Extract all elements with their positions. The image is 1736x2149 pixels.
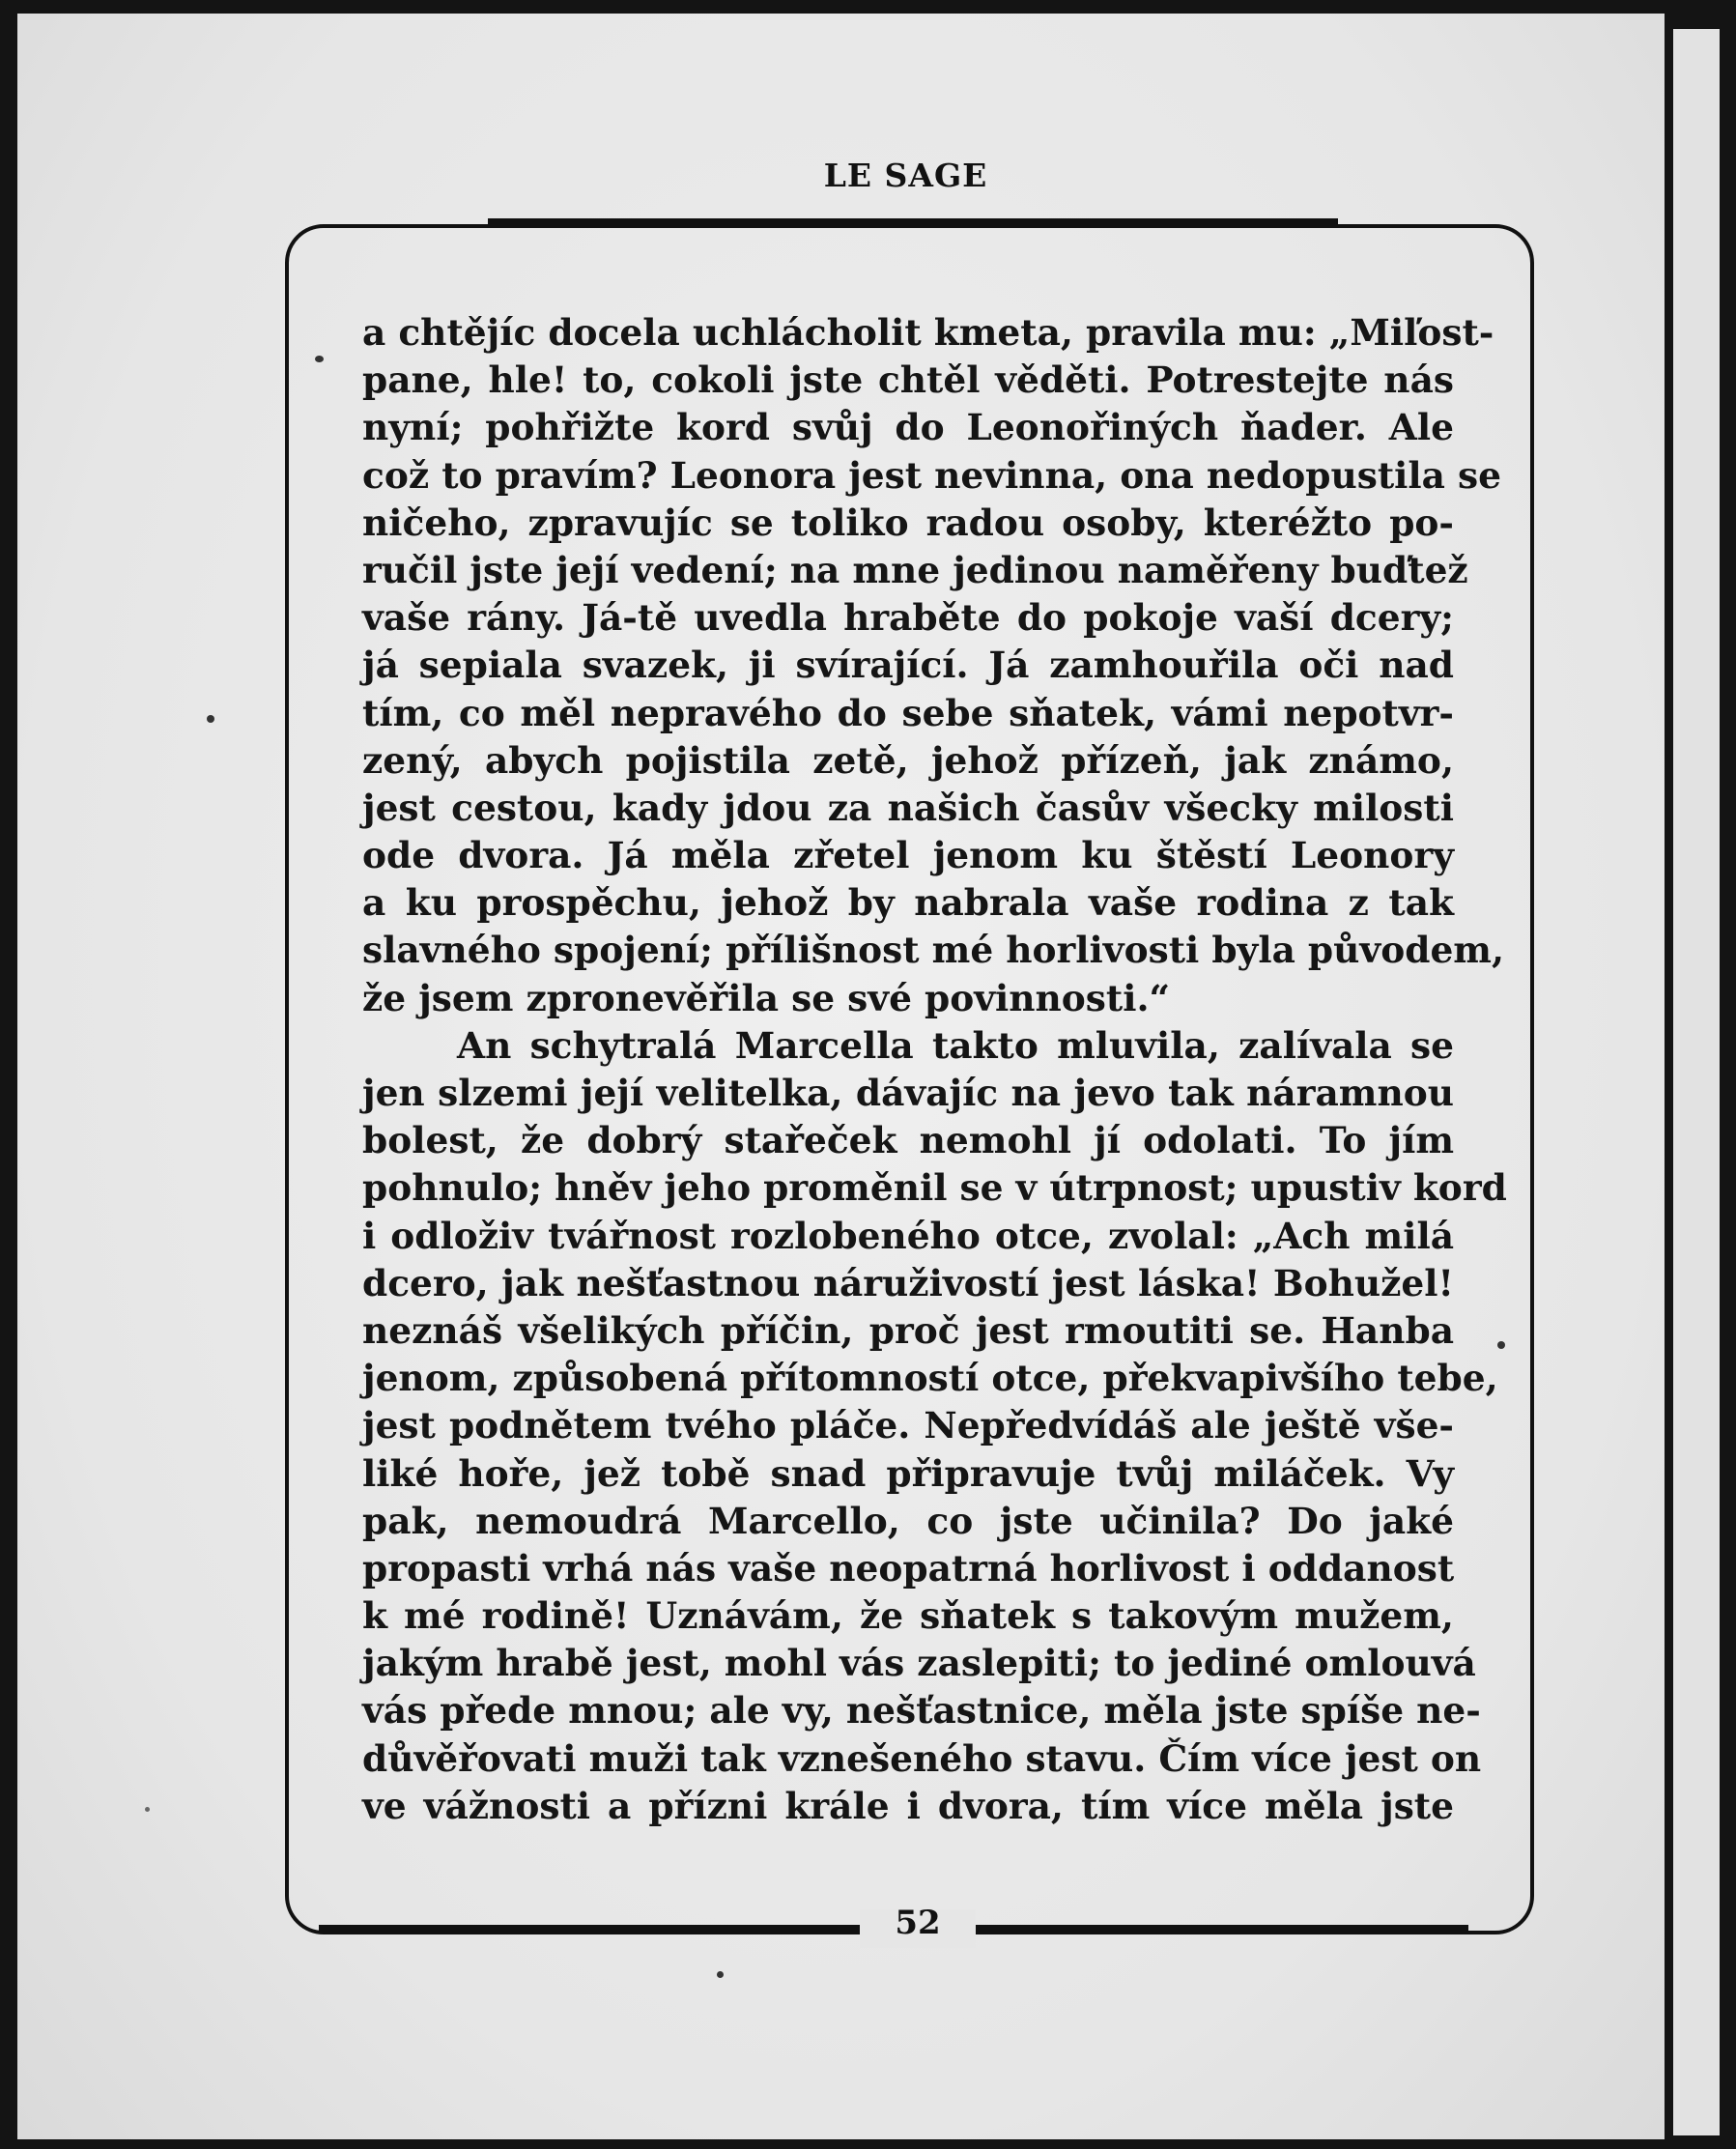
text-line: vaše rány. Já-tě uvedla hraběte do pokoje vaší dcery; (362, 596, 1454, 640)
text-line: jakým hrabě jest, mohl vás zaslepiti; to jediné omlouvá (362, 1642, 1476, 1685)
text-line: jest cestou, kady jdou za našich časův všecky milosti (362, 786, 1454, 829)
running-header: LE SAGE (823, 157, 988, 194)
text-line: propasti vrhá nás vaše neopatrná horlivost i oddanost (362, 1546, 1455, 1590)
text-line: jen slzemi její velitelka, dávajíc na jevo tak náramnou (362, 1072, 1454, 1114)
frame-bottom-rule-left (319, 1925, 860, 1931)
text-line: ode dvora. Já měla zřetel jenom ku štěstí Leonory (362, 834, 1454, 877)
text-line: ničeho, zpravujíc se toliko radou osoby, kteréžto po- (362, 501, 1454, 544)
text-line: i odloživ tvářnost rozlobeného otce, zvolal: „Ach milá (362, 1214, 1454, 1257)
scan-speck (207, 715, 214, 723)
page-number: 52 (895, 1904, 941, 1942)
text-line: pak, nemoudrá Marcello, co jste učinila? Do jaké (362, 1499, 1454, 1542)
body-text (362, 309, 1507, 1830)
text-line: k mé rodině! Uznávám, že sňatek s takovým mužem, (362, 1594, 1454, 1638)
frame-bottom-rule-right (976, 1925, 1468, 1931)
scan-speck (145, 1807, 150, 1812)
text-line: bolest, že dobrý stařeček nemohl jí odolati. To jím (362, 1119, 1454, 1162)
text-line: což to pravím? Leonora jest nevinna, ona nedopustila se (362, 453, 1501, 497)
text-line: slavného spojení; přílišnost mé horlivosti byla původem, (362, 929, 1505, 972)
scan-speck (1497, 1341, 1505, 1349)
scan-speck (717, 1971, 724, 1978)
text-line: pohnulo; hněv jeho proměnil se v útrpnost; upustiv kord (362, 1166, 1507, 1210)
text-line: liké hoře, jež tobě snad připravuje tvůj miláček. Vy (362, 1451, 1454, 1495)
text-line: a ku prospěchu, jehož by nabrala vaše rodina z tak (362, 881, 1454, 925)
text-line: ručil jste její vedení; na mne jedinou naměřeny buďtež (362, 548, 1468, 591)
text-line: vás přede mnou; ale vy, nešťastnice, měla jste spíše ne- (362, 1689, 1481, 1733)
text-line: jest podnětem tvého pláče. Nepředvídáš ale ještě vše- (362, 1404, 1454, 1447)
adjacent-page-edge (1673, 29, 1720, 2135)
text-line: zený, abych pojistila zetě, jehož přízeň, jak známo, (362, 738, 1454, 782)
text-line: pane, hle! to, cokoli jste chtěl věděti. Potrestejte nás (362, 358, 1454, 402)
text-line: důvěřovati muži tak vznešeného stavu. Čím více jest on (362, 1736, 1482, 1780)
text-line: An schytralá Marcella takto mluvila, zalívala se (457, 1023, 1454, 1067)
text-line: jenom, způsobená přítomností otce, překvapivšího tebe, (362, 1357, 1498, 1400)
scan-speck (315, 356, 324, 362)
text-line: tím, co měl nepravého do sebe sňatek, vámi nepotvr- (362, 691, 1454, 734)
text-line: nyní; pohřižte kord svůj do Leonořiných ňader. Ale (362, 406, 1454, 449)
text-line: já sepiala svazek, ji svírající. Já zamhouřila oči nad (362, 644, 1454, 687)
text-line: dcero, jak nešťastnou náruživostí jest láska! Bohužel! (362, 1261, 1454, 1304)
text-line: ve vážnosti a přízni krále i dvora, tím více měla jste (362, 1784, 1454, 1827)
text-line: a chtějíc docela uchlácholit kmeta, pravila mu: „Miľost- (362, 311, 1494, 354)
text-line: neznáš všelikých příčin, proč jest rmoutiti se. Hanba (362, 1308, 1454, 1352)
text-line: že jsem zpronevěřila se své povinnosti.“ (362, 976, 1171, 1019)
